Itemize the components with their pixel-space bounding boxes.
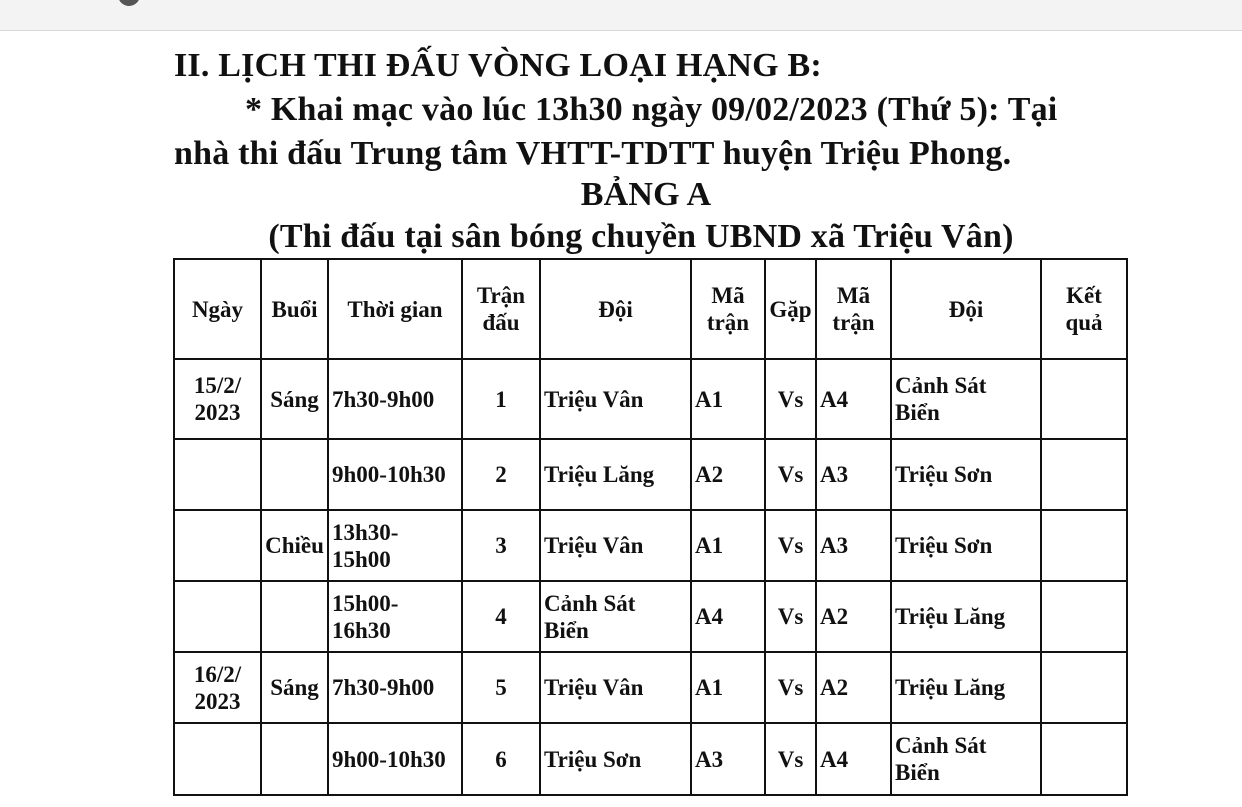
cell-match: 3 [462,510,540,581]
header-team-a: Đội [540,259,691,359]
time-line1: 7h30-9h00 [332,386,435,412]
header-result-l2: quả [1065,310,1103,335]
cell-code-a: A3 [691,723,765,795]
cell-vs: Vs [765,359,816,439]
date-line2: 2023 [194,688,241,714]
date-line2: 2023 [194,400,241,425]
time-line1: 13h30- [332,519,399,545]
cell-team-a: Triệu Vân [540,359,691,439]
cell-time [328,359,462,439]
team-a-line2: Biển [544,617,589,643]
table-row [174,510,1127,581]
cell-vs: Vs [765,510,816,581]
cell-code-a: A4 [691,581,765,652]
table-row [174,723,1127,795]
cell-time [328,439,462,510]
group-venue: (Thi đấu tại sân bóng chuyền UBND xã Triệu Vân) [268,218,1014,255]
header-session: Buổi [261,259,328,359]
cell-match: 5 [462,652,540,723]
header-vs: Gặp [765,259,816,359]
toolbar-icon[interactable] [118,0,140,6]
team-b-line2: Biển [895,400,940,425]
time-line1: 15h00- [332,590,399,616]
cell-session: Chiều [261,510,328,581]
cell-team-a: Triệu Lăng [540,439,691,510]
header-date: Ngày [174,259,261,359]
cell-date [174,510,261,581]
cell-code-b: A3 [816,439,891,510]
table-row [174,581,1127,652]
cell-date [174,723,261,795]
cell-code-a: A1 [691,510,765,581]
cell-session [261,439,328,510]
cell-time [328,652,462,723]
opening-venue: nhà thi đấu Trung tâm VHTT-TDTT huyện Triệu Phong. [174,135,1012,172]
time-line2: 16h30 [332,617,391,643]
header-team-b: Đội [891,259,1041,359]
cell-team-b: Triệu Sơn [891,439,1041,510]
cell-code-b: A4 [816,359,891,439]
cell-time [328,510,462,581]
cell-result [1041,652,1127,723]
header-result [1041,259,1127,359]
header-code-b [816,259,891,359]
cell-date [174,652,261,723]
team-b-line2: Biển [895,760,940,785]
cell-date [174,359,261,439]
schedule-table [173,258,1128,796]
cell-date [174,439,261,510]
cell-session [261,581,328,652]
cell-code-b: A3 [816,510,891,581]
cell-team-a [540,581,691,652]
cell-code-b: A2 [816,581,891,652]
header-match [462,259,540,359]
cell-team-b: Triệu Sơn [891,510,1041,581]
cell-vs: Vs [765,723,816,795]
time-line1: 7h30-9h00 [332,675,435,700]
cell-team-b [891,359,1041,439]
date-line1: 15/2/ [193,373,242,398]
table-row [174,359,1127,439]
time-line1: 9h00-10h30 [332,462,446,487]
cell-match: 1 [462,359,540,439]
cell-match: 6 [462,723,540,795]
cell-result [1041,510,1127,581]
cell-session: Sáng [261,359,328,439]
viewer-top-bar [0,0,1242,31]
cell-time [328,581,462,652]
cell-session: Sáng [261,652,328,723]
cell-team-b [891,723,1041,795]
section-title: II. LỊCH THI ĐẤU VÒNG LOẠI HẠNG B: [174,47,822,84]
cell-team-a: Triệu Sơn [540,723,691,795]
cell-vs: Vs [765,439,816,510]
header-code-a [691,259,765,359]
cell-match: 4 [462,581,540,652]
table-row [174,652,1127,723]
cell-team-a: Triệu Vân [540,510,691,581]
cell-result [1041,439,1127,510]
cell-team-b: Triệu Lăng [891,652,1041,723]
cell-code-b: A2 [816,652,891,723]
header-result-l1: Kết [1066,283,1102,308]
team-b-line1: Cảnh Sát [895,733,987,758]
header-code-b-l1: Mã [836,283,871,308]
cell-team-b: Triệu Lăng [891,581,1041,652]
cell-time [328,723,462,795]
cell-code-a: A1 [691,359,765,439]
header-match-l2: đấu [482,310,520,335]
cell-result [1041,581,1127,652]
cell-team-a: Triệu Vân [540,652,691,723]
cell-code-b: A4 [816,723,891,795]
table-row [174,439,1127,510]
cell-session [261,723,328,795]
header-code-b-l2: trận [832,310,875,335]
cell-date [174,581,261,652]
header-code-a-l1: Mã [711,283,745,308]
cell-vs: Vs [765,652,816,723]
team-b-line1: Cảnh Sát [895,373,987,398]
header-time: Thời gian [328,259,462,359]
group-title: BẢNG A [580,176,712,213]
cell-match: 2 [462,439,540,510]
team-a-line1: Cảnh Sát [544,590,636,616]
opening-note: * Khai mạc vào lúc 13h30 ngày 09/02/2023 (Thứ 5): Tại [245,91,1058,128]
cell-result [1041,723,1127,795]
cell-result [1041,359,1127,439]
header-code-a-l2: trận [706,310,750,335]
time-line2: 15h00 [332,546,391,572]
header-row [174,259,1127,359]
cell-vs: Vs [765,581,816,652]
date-line1: 16/2/ [193,661,242,687]
header-match-l1: Trận [476,283,526,308]
cell-code-a: A2 [691,439,765,510]
cell-code-a: A1 [691,652,765,723]
time-line1: 9h00-10h30 [332,746,446,772]
